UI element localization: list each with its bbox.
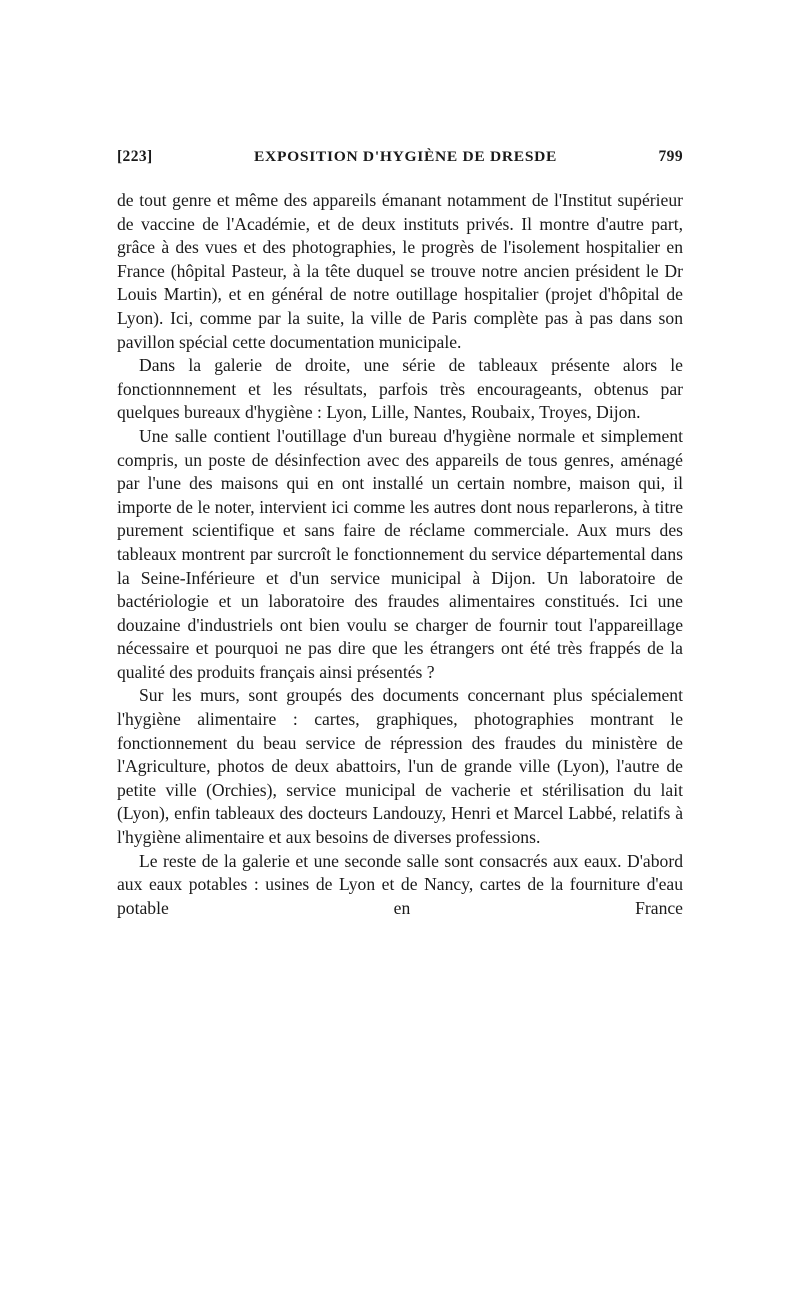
running-title: EXPOSITION D'HYGIÈNE DE DRESDE xyxy=(254,148,558,165)
paragraph-galerie-droite: Dans la galerie de droite, une série de tableaux présente alors le fonctionnnement et les résultats, parfois très encourageants, obtenus par quelques bureaux d'hygiène : Lyon, Lille, Nantes, Roubaix, Troyes, Dijon. xyxy=(117,355,683,423)
paragraph-hygiene-alimentaire: Sur les murs, sont groupés des documents concernant plus spécialement l'hygiène alimentaire : cartes, graphiques, photographies montrant le fonctionnement du beau service de répression des fraudes du ministère de l'Agriculture, photos de deux abattoirs, l'un de grande ville (Lyon), l'autre de petite ville (Orchies), service municipal de vacherie et stérilisation du lait (Lyon), enfin tableaux des docteurs Landouzy, Henri et Marcel Labbé, relatifs à l'hygiène alimentaire et aux besoins de diverses professions. xyxy=(117,685,683,848)
section-reference: [223] xyxy=(117,148,153,165)
paragraph-continued: de tout genre et même des appareils émanant notamment de l'Institut supérieur de vaccine de l'Académie, et de deux instituts privés. Il montre d'autre part, grâce à des vues et des photographies, le progrès de l'isolement hospitalier en France (hôpital Pasteur, à la tête duquel se trouve notre ancien président le Dr Louis Martin), et en général de notre outillage hospitalier (projet d'hôpital de Lyon). Ici, comme par la suite, la ville de Paris complète pas à pas dans son pavillon spécial cette documentation municipale. xyxy=(117,190,683,352)
book-page xyxy=(117,148,683,920)
body-text xyxy=(117,189,683,920)
page-number: 799 xyxy=(658,148,683,165)
running-head xyxy=(117,148,683,172)
paragraph-salle-outillage: Une salle contient l'outillage d'un bureau d'hygiène normale et simplement compris, un poste de désinfection avec des appareils de tous genres, aménagé par l'une des maisons qui en ont installé un certain nombre, maison qui, il importe de le noter, intervient ici comme les autres dont nous reparlerons, à titre purement scientifique et sans faire de réclame commerciale. Aux murs des tableaux montrent par surcroît le fonctionnement du service départemental dans la Seine-Inférieure et d'un service municipal à Dijon. Un laboratoire de bactériologie et un laboratoire des fraudes alimentaires constitués. Ici une douzaine d'industriels ont bien voulu se charger de fournir tout l'appareillage nécessaire et pourquoi ne pas dire que les étrangers ont été très frappés de la qualité des produits français ainsi présentés ? xyxy=(117,425,683,682)
paragraph-eaux: Le reste de la galerie et une seconde salle sont consacrés aux eaux. D'abord aux eaux potables : usines de Lyon et de Nancy, cartes de la fourniture d'eau potable en France xyxy=(117,850,683,918)
